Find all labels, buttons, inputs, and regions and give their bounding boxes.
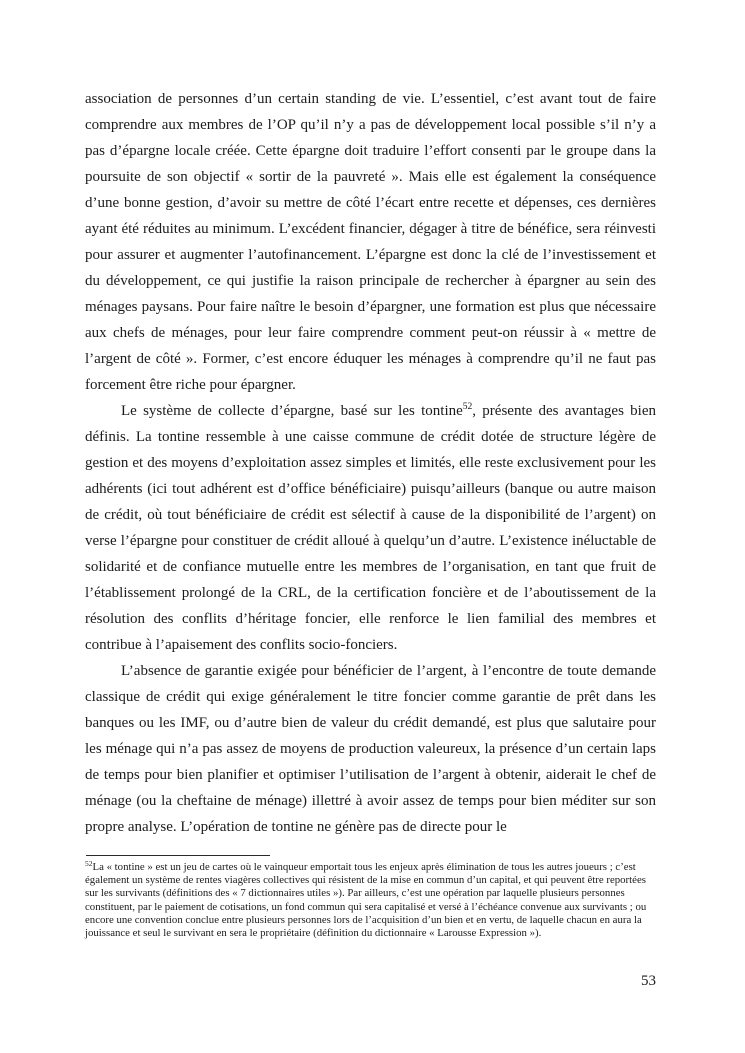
footnote-reference-superscript: 52 [462,402,473,412]
body-text [85,86,656,840]
paragraph-3: L’absence de garantie exigée pour bénéficier de l’argent, à l’encontre de toute demande classique de crédit qui exige généralement le titre foncier comme garantie de prêt dans les banques ou les IMF, ou d’autre bien de valeur du crédit demandé, est plus que salutaire pour les ménage qui n’a pas assez de moyens de production valeureux, la présence d’un certain laps de temps pour bien planifier et optimiser l’utilisation de l’argent à obtenir, aiderait le chef de ménage (ou la cheftaine de ménage) illettré à avoir assez de temps pour bien méditer sur son propre analyse. L’opération de tontine ne génère pas de directe pour le [85,663,656,835]
footnote-text: La « tontine » est un jeu de cartes où le vainqueur emportait tous les enjeux après élimination de tous les autres joueurs ; c’est également un système de rentes viagères collectives qui résistent de la mise en commun d’un capital, et qui peuvent être reportées sur les survivants (définitions des « 7 dictionnaires utiles »). Par ailleurs, c’est une opération par laquelle plusieurs personnes constituent, par le paiement de cotisations, un fond commun qui sera capitalisé et versé à l’échéance convenue aux survivants ; ou encore une convention conclue entre plusieurs personnes lors de l’acquisition d’un bien et en vertu, de laquelle chacun en aura la jouissance et seul le survivant en sera le propriétaire (définition du dictionnaire « Larousse Expression »). [85,861,647,940]
paragraph-2-text: Le système de collecte d’épargne, basé sur les tontine [121,403,463,419]
paragraph-2-continuation: , présente des avantages bien définis. La tontine ressemble à une caisse commune de crédit dotée de structure légère de gestion et des moyens d’exploitation assez simples et limités, elle reste exclusivement pour les adhérents (ici tout adhérent est d’office bénéficiaire) puisqu’ailleurs (banque ou autre maison de crédit, où tout bénéficiaire de crédit est sélectif à cause de la disponibilité de l’argent) on verse l’épargne pour constituer de crédit alloué à quelqu’un d’autre. L’existence inéluctable de solidarité et de confiance mutuelle entre les membres de l’organisation, en tant que fruit de l’établissement prolongé de la CRL, de la certification foncière et de l’aboutissement de la résolution des conflits d’héritage foncier, elle renforce le lien familial des membres et contribue à l’apaisement des conflits socio-fonciers. [85,403,657,653]
footnote-separator [86,855,270,856]
paragraph-2 [85,398,656,658]
page-number: 53 [641,973,656,989]
footnote-marker: 52 [85,859,93,868]
paragraph-1: association de personnes d’un certain standing de vie. L’essentiel, c’est avant tout de faire comprendre aux membres de l’OP qu’il n’y a pas de développement local possible s’il n’y a pas d’épargne locale créée. Cette épargne doit traduire l’effort consenti par le groupe dans la poursuite de son objectif « sortir de la pauvreté ». Mais elle est également la conséquence d’une bonne gestion, d’avoir su mettre de côté l’écart entre recette et dépenses, ces dernières ayant été réduites au minimum. L’excédent financier, dégager à titre de bénéfice, sera réinvesti pour assurer et augmenter l’autofinancement. L’épargne est donc la clé de l’investissement et du développement, ce qui justifie la raison principale de rechercher à épargner au sein des ménages paysans. Pour faire naître le besoin d’épargner, une formation est plus que nécessaire aux chefs de ménages, pour leur faire comprendre comment peut-on réussir à « mettre de l’argent de côté ». Former, c’est encore éduquer les ménages à comprendre qu’il ne faut pas forcement être riche pour épargner. [85,91,656,393]
footnote [85,861,659,940]
